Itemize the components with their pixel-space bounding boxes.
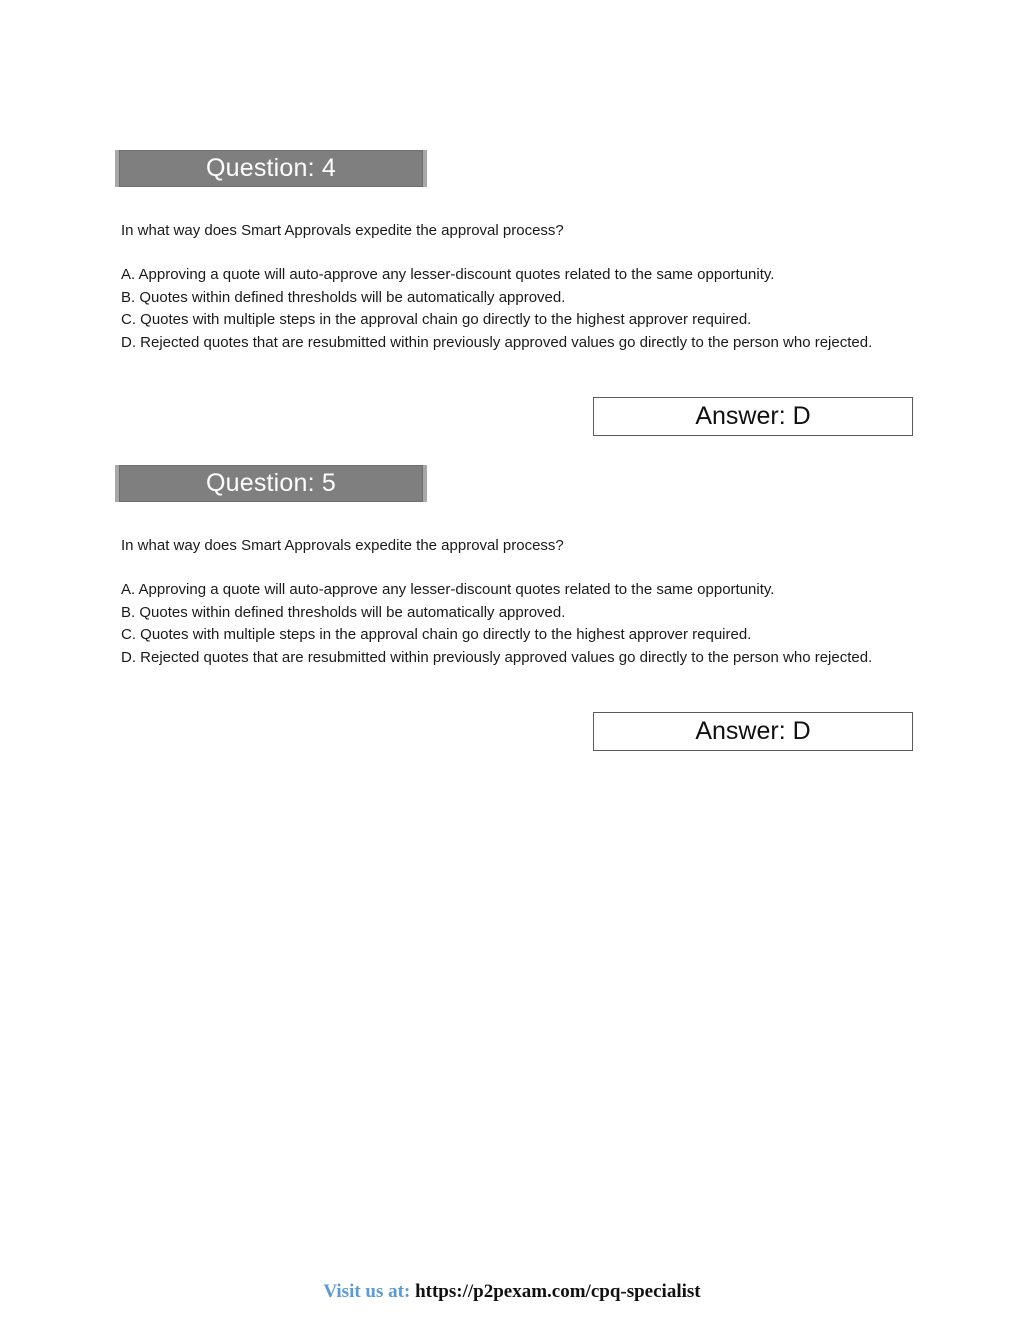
question-5-option-a: A. Approving a quote will auto-approve any lesser-discount quotes related to the same opportunity. bbox=[121, 581, 775, 598]
question-5-text: In what way does Smart Approvals expedite the approval process? bbox=[121, 537, 564, 554]
question-4-options bbox=[121, 264, 901, 354]
question-4-option-b: B. Quotes within defined thresholds will be automatically approved. bbox=[121, 288, 566, 306]
footer-url-link[interactable]: https://p2pexam.com/cpq-specialist bbox=[415, 1281, 701, 1302]
question-4-header: Question: 4 bbox=[115, 150, 427, 187]
question-4-answer: Answer: D bbox=[593, 397, 913, 436]
question-4-text: In what way does Smart Approvals expedite the approval process? bbox=[121, 222, 564, 239]
page-footer bbox=[0, 1281, 1024, 1303]
question-5-header: Question: 5 bbox=[115, 465, 427, 502]
question-5-option-b: B. Quotes within defined thresholds will be automatically approved. bbox=[121, 603, 566, 621]
question-4-option-d: D. Rejected quotes that are resubmitted within previously approved values go directly to the person who rejected. bbox=[121, 333, 873, 351]
question-4-option-a: A. Approving a quote will auto-approve any lesser-discount quotes related to the same opportunity. bbox=[121, 266, 775, 283]
question-5-options bbox=[121, 579, 901, 669]
question-5-option-c: C. Quotes with multiple steps in the approval chain go directly to the highest approver required. bbox=[121, 626, 752, 643]
question-5-option-d: D. Rejected quotes that are resubmitted within previously approved values go directly to the person who rejected. bbox=[121, 648, 873, 666]
question-4-option-c: C. Quotes with multiple steps in the approval chain go directly to the highest approver required. bbox=[121, 311, 752, 328]
footer-visit-label: Visit us at: bbox=[323, 1281, 411, 1302]
question-5-answer: Answer: D bbox=[593, 712, 913, 751]
